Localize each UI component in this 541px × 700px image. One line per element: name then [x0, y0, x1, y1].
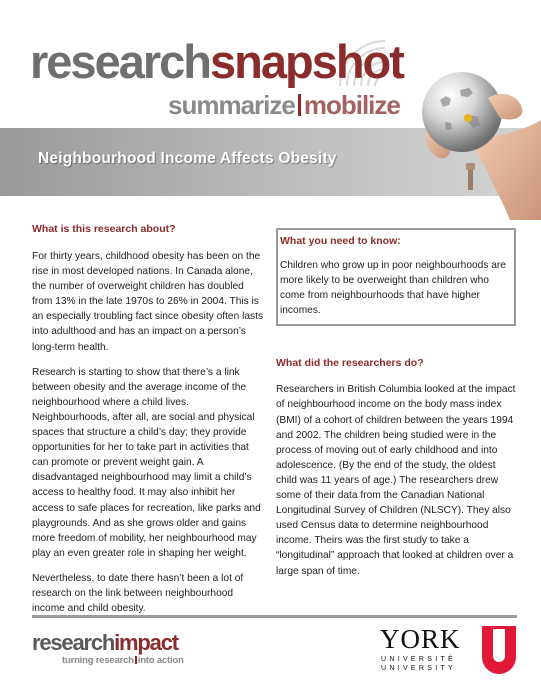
ri-tag-divider [135, 656, 137, 664]
tagline-mobilize: mobilize [303, 90, 400, 120]
research-impact-wordmark [32, 632, 178, 654]
heading-what-is-this-research-about: What is this research about? [32, 223, 176, 235]
ri-word-research: research [32, 630, 115, 655]
left-column [32, 222, 266, 626]
paragraph-childhood-obesity-rise: For thirty years, childhood obesity has been on the rise in most developed nations. In Canada alone, the number of overweight children has doubled from 13% in the late 1970s to 26% in 2004. This is an especially troubling fact since obesity often lasts into adulthood and has an impact on a person’s long-term health. [32, 251, 264, 353]
heading-what-you-need-to-know: What you need to know: [280, 235, 401, 247]
right-column [276, 228, 516, 589]
york-university-text: UNIVERSITY [381, 665, 457, 672]
ri-word-impact: impact [114, 630, 178, 655]
tagline-divider [298, 94, 301, 116]
ri-tag-part1: turning research [62, 655, 134, 666]
logo-tagline [168, 92, 400, 118]
research-impact-logo [32, 632, 192, 672]
page-title: Neighbourhood Income Affects Obesity [38, 150, 337, 167]
york-wordmark: YORK [380, 624, 461, 654]
tagline-summarize: summarize [168, 90, 295, 120]
york-universite-text: UNIVERSITÉ [381, 656, 457, 663]
research-impact-tagline [62, 655, 184, 666]
key-finding-text: Children who grow up in poor neighbourhoods are more likely to be overweight than children who come from neighbourhoods that have higher incomes. [280, 260, 506, 317]
ri-tag-part2: into action [137, 655, 184, 666]
york-u-emblem-icon [482, 626, 516, 674]
paragraph-obesity-income-link: Research is starting to show that there’s a link between obesity and the average income of the neighbourhood where a child lives. Neighbourhoods, after all, are social and physical spaces that structure a child’s day; they provide opportunities for her to take part in activities that can promote or prevent weight gain. A disadvantaged neighbourhood may limit a child’s access to healthy food. It may also inhibit her access to safe places for recreation, like parks and playgrounds. And as she grows older and gains more freedom of mobility, her neighbourhood may play an even greater role in shaping her weight. [32, 366, 261, 559]
research-snapshot-logo [30, 35, 403, 88]
footer-divider [32, 615, 517, 618]
logo-word-snapshot: snapshot [210, 35, 403, 88]
what-you-need-to-know-box [276, 228, 516, 326]
heading-what-did-researchers-do: What did the researchers do? [276, 357, 424, 370]
york-university-logo [380, 626, 516, 674]
logo-word-research: research [30, 35, 210, 88]
paragraph-research-gap: Nevertheless, to date there hasn’t been a lot of research on the link between neighbourhood income and child obesity. [32, 572, 244, 615]
paragraph-research-methods: Researchers in British Columbia looked at the impact of neighbourhood income on the body mass index (BMI) of a cohort of children between the years 1994 and 2002. The children being studied were in the process of moving out of early childhood and into adolescence. (By the end of the study, the oldest child was 11 years of age.) The researchers drew some of their data from the Canadian National Longitudinal Survey of Children (NLSCY). They also used Census data to determine neighbourhood income. Theirs was the first study to take a “longitudinal” approach that looked at children over a large span of time. [276, 384, 516, 577]
hand-holding-globe-image [400, 60, 541, 220]
page-header [0, 0, 541, 216]
